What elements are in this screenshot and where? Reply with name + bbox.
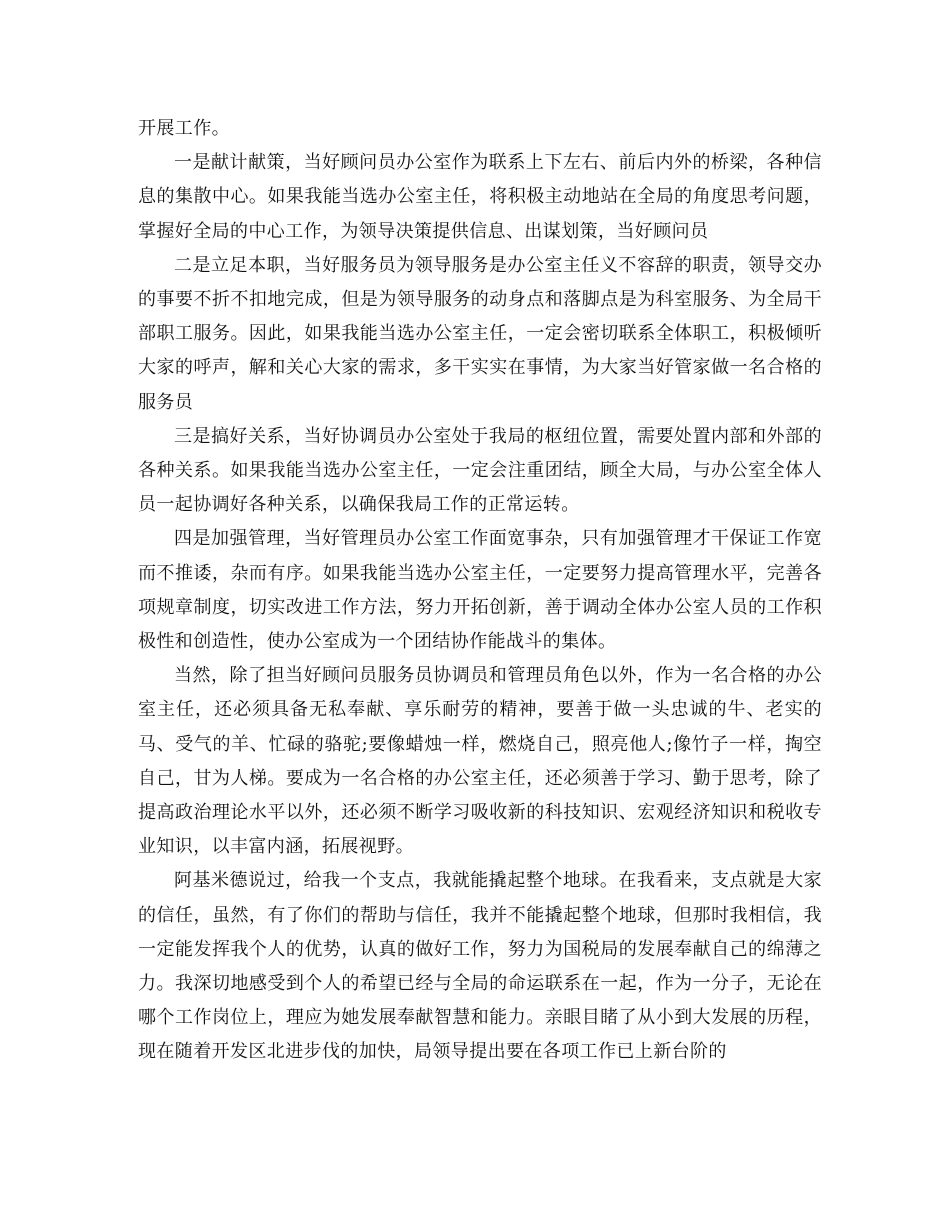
paragraph-service: 二是立足本职，当好服务员为领导服务是办公室主任义不容辞的职责，领导交办的事要不折不扣地完成，但是为领导服务的动身点和落脚点是为科室服务、为全局干部职工服务。因此，如果我能当选办公室主任，一定会密切联系全体职工，积极倾听大家的呼声，解和关心大家的需求，多干实实在事情，为大家当好管家做一名合格的服务员	[138, 254, 822, 413]
paragraph-management: 四是加强管理，当好管理员办公室工作面宽事杂，只有加强管理才干保证工作宽而不推诿，杂而有序。如果我能当选办公室主任，一定要努力提高管理水平，完善各项规章制度，切实改进工作方法，努力开拓创新，善于调动全体办公室人员的工作积极性和创造性，使办公室成为一个团结协作能战斗的集体。	[138, 528, 822, 653]
paragraph-archimedes: 阿基米德说过，给我一个支点，我就能撬起整个地球。在我看来，支点就是大家的信任，虽然，有了你们的帮助与信任，我并不能撬起整个地球，但那时我相信，我一定能发挥我个人的优势，认真的做好工作，努力为国税局的发展奉献自己的绵薄之力。我深切地感受到个人的希望已经与全局的命运联系在一起，作为一分子，无论在哪个工作岗位上，理应为她发展奉献智慧和能力。亲眼目睹了从小到大发展的历程，现在随着开发区北进步伐的加快，局领导提出要在各项工作已上新台阶的	[138, 870, 822, 1063]
paragraph-dedication: 当然，除了担当好顾问员服务员协调员和管理员角色以外，作为一名合格的办公室主任，还必须具备无私奉献、享乐耐劳的精神，要善于做一头忠诚的牛、老实的马、受气的羊、忙碌的骆驼;要像蜡烛一样，燃烧自己，照亮他人;像竹子一样，掏空自己，甘为人梯。要成为一名合格的办公室主任，还必须善于学习、勤于思考，除了提高政治理论水平以外，还必须不断学习吸收新的科技知识、宏观经济知识和税收专业知识，以丰富内涵，拓展视野。	[138, 665, 822, 858]
paragraph-continuation: 开展工作。	[138, 118, 230, 139]
paragraph-advisor: 一是献计献策，当好顾问员办公室作为联系上下左右、前后内外的桥梁，各种信息的集散中心。如果我能当选办公室主任，将积极主动地站在全局的角度思考问题，掌握好全局的中心工作，为领导决策提供信息、出谋划策，当好顾问员	[138, 152, 822, 242]
document-body	[138, 112, 822, 1070]
paragraph-coordination: 三是搞好关系，当好协调员办公室处于我局的枢纽位置，需要处置内部和外部的各种关系。如果我能当选办公室主任，一定会注重团结，顾全大局，与办公室全体人员一起协调好各种关系，以确保我局工作的正常运转。	[138, 425, 822, 516]
